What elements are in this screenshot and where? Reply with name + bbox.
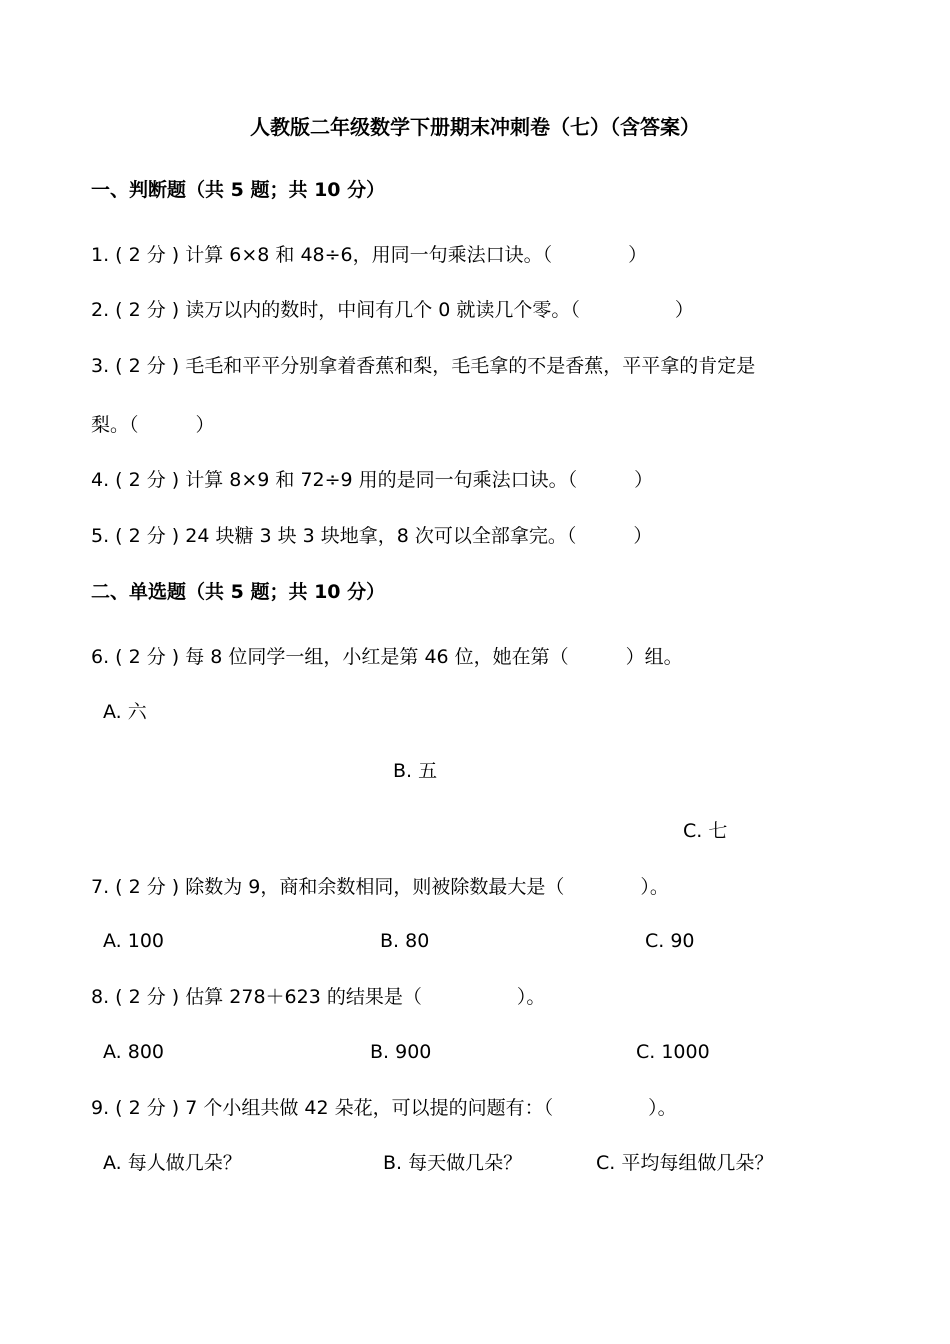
question-9: 9. ( 2 分 ) 7 个小组共做 42 朵花，可以提的问题有：（ ）。 [91, 1097, 677, 1119]
question-8: 8. ( 2 分 ) 估算 278＋623 的结果是（ ）。 [91, 986, 546, 1008]
question-6-option-b: B. 五 [393, 760, 438, 782]
question-5: 5. ( 2 分 ) 24 块糖 3 块 3 块地拿，8 次可以全部拿完。（ ） [91, 525, 653, 547]
question-4: 4. ( 2 分 ) 计算 8×9 和 72÷9 用的是同一句乘法口诀。（ ） [91, 469, 654, 491]
question-7-option-b: B. 80 [380, 930, 430, 952]
question-6: 6. ( 2 分 ) 每 8 位同学一组，小红是第 46 位，她在第（ ）组。 [91, 646, 683, 668]
question-9-option-b: B. 每天做几朵？ [383, 1152, 523, 1174]
question-3: 3. ( 2 分 ) 毛毛和平平分别拿着香蕉和梨，毛毛拿的不是香蕉，平平拿的肯定是 [91, 355, 756, 377]
question-8-option-c: C. 1000 [636, 1041, 710, 1063]
section-heading-true-false: 一、判断题（共 5 题；共 10 分） [91, 179, 386, 201]
document-title: 人教版二年级数学下册期末冲刺卷（七）（含答案） [250, 115, 700, 139]
question-6-option-a: A. 六 [103, 701, 147, 723]
question-8-option-a: A. 800 [103, 1041, 165, 1063]
question-8-option-b: B. 900 [370, 1041, 432, 1063]
question-9-option-c: C. 平均每组做几朵？ [596, 1152, 774, 1174]
question-3-continued: 梨。（ ） [91, 414, 215, 436]
question-6-option-c: C. 七 [683, 820, 728, 842]
question-1: 1. ( 2 分 ) 计算 6×8 和 48÷6，用同一句乘法口诀。（ ） [91, 244, 648, 266]
section-heading-single-choice: 二、单选题（共 5 题；共 10 分） [91, 581, 386, 603]
question-9-option-a: A. 每人做几朵？ [103, 1152, 242, 1174]
question-7-option-a: A. 100 [103, 930, 165, 952]
question-2: 2. ( 2 分 ) 读万以内的数时，中间有几个 0 就读几个零。（ ） [91, 299, 694, 321]
question-7-option-c: C. 90 [645, 930, 695, 952]
question-7: 7. ( 2 分 ) 除数为 9，商和余数相同，则被除数最大是（ ）。 [91, 876, 669, 898]
